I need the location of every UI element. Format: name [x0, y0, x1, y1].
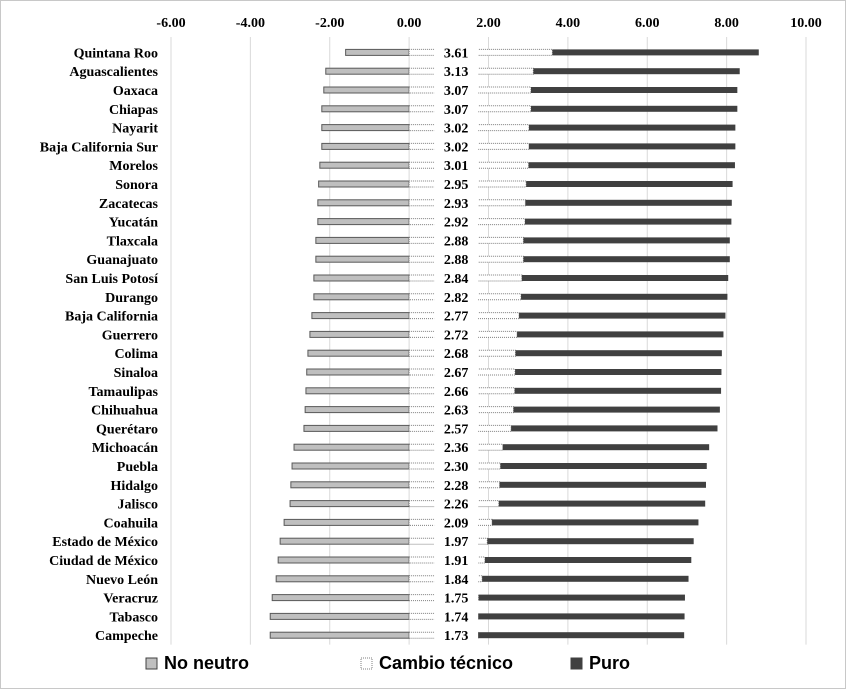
legend-swatch-no-neutro [146, 658, 157, 669]
category-label: Baja California Sur [39, 140, 158, 156]
bar-puro [479, 595, 685, 601]
bar-no-neutro [270, 632, 409, 638]
data-label: 2.63 [443, 403, 469, 419]
bar-puro [525, 200, 731, 206]
bar-no-neutro [314, 294, 409, 300]
bar-no-neutro [318, 219, 409, 225]
category-label: Aguascalientes [69, 65, 158, 81]
data-label: 2.36 [443, 441, 469, 457]
bar-puro [531, 87, 737, 93]
x-tick-label: -6.00 [156, 16, 186, 31]
bar-no-neutro [318, 200, 409, 206]
data-label: 3.02 [443, 121, 469, 137]
bar-puro [517, 331, 723, 337]
bar-no-neutro [292, 463, 409, 469]
x-tick-label: -2.00 [315, 16, 345, 31]
bar-no-neutro [276, 576, 409, 582]
bar-no-neutro [272, 595, 409, 601]
bar-puro [514, 407, 720, 413]
category-label: Hidalgo [110, 478, 158, 494]
bar-no-neutro [290, 501, 409, 507]
x-tick-label: -4.00 [235, 16, 265, 31]
bar-no-neutro [291, 482, 409, 488]
bar-no-neutro [294, 444, 409, 450]
bar-no-neutro [270, 613, 409, 619]
category-label: Tlaxcala [106, 234, 158, 250]
bar-puro [523, 256, 729, 262]
category-label: Guanajuato [86, 253, 158, 269]
category-label: San Luis Potosí [65, 272, 158, 287]
category-label: Sonora [115, 178, 158, 193]
bar-cambio-tecnico [409, 49, 552, 55]
data-label: 3.02 [443, 140, 469, 156]
data-label: 2.67 [443, 366, 469, 381]
x-tick-label: 6.00 [635, 16, 660, 31]
bar-puro [515, 350, 721, 356]
data-label: 3.07 [443, 102, 469, 118]
bar-puro [515, 369, 721, 375]
data-label: 2.57 [443, 422, 469, 438]
bar-no-neutro [278, 557, 409, 563]
bar-puro [552, 49, 758, 55]
data-label: 2.88 [443, 234, 469, 250]
bar-no-neutro [320, 162, 409, 168]
bar-puro [478, 613, 684, 619]
bar-puro [515, 388, 721, 394]
bar-no-neutro [310, 331, 409, 337]
stacked-bar-chart [1, 1, 845, 688]
bar-puro [522, 275, 728, 281]
category-label: Zacatecas [98, 196, 158, 212]
bar-no-neutro [319, 181, 409, 187]
bar-puro [500, 463, 706, 469]
bar-puro [526, 181, 732, 187]
category-label: Coahuila [103, 516, 158, 532]
bars-layer [270, 49, 759, 638]
data-label: 2.26 [443, 497, 469, 513]
bar-no-neutro [322, 143, 409, 149]
bar-puro [511, 425, 717, 431]
category-label: Puebla [116, 460, 158, 475]
bar-puro [492, 519, 698, 525]
category-label: Estado de México [52, 535, 158, 551]
data-label: 2.88 [443, 253, 469, 269]
bar-puro [529, 162, 735, 168]
bar-puro [503, 444, 709, 450]
data-label: 2.92 [443, 215, 469, 231]
bar-no-neutro [280, 538, 409, 544]
category-label: Chihuahua [91, 403, 158, 419]
bar-puro [482, 576, 688, 582]
legend-label-puro: Puro [589, 653, 631, 673]
category-label: Ciudad de México [49, 554, 158, 569]
data-label: 1.73 [443, 629, 469, 645]
x-tick-label: 8.00 [714, 16, 739, 31]
x-axis [156, 16, 821, 31]
category-label: Tabasco [109, 610, 158, 626]
bar-puro [485, 557, 691, 563]
category-label: Quintana Roo [73, 46, 158, 62]
data-labels [434, 44, 478, 644]
bar-no-neutro [308, 350, 409, 356]
bar-puro [521, 294, 727, 300]
category-label: Chiapas [108, 102, 158, 118]
bar-puro [478, 632, 684, 638]
bar-puro [519, 313, 725, 319]
bar-puro [529, 125, 735, 131]
bar-no-neutro [322, 125, 409, 131]
category-labels [40, 46, 159, 644]
category-label: Oaxaca [112, 84, 158, 99]
data-label: 2.68 [443, 347, 469, 363]
data-label: 2.72 [443, 328, 469, 344]
bar-puro [525, 219, 731, 225]
category-label: Querétaro [96, 422, 158, 438]
bar-no-neutro [306, 388, 409, 394]
legend-label-no-neutro: No neutro [164, 653, 249, 673]
data-label: 1.74 [443, 610, 469, 626]
data-label: 3.07 [443, 84, 469, 99]
bar-puro [499, 501, 705, 507]
bar-no-neutro [304, 425, 409, 431]
category-label: Durango [105, 290, 158, 306]
legend-swatch-cambio-tecnico [361, 658, 372, 669]
legend [146, 653, 630, 673]
bar-no-neutro [346, 49, 410, 55]
data-label: 2.93 [443, 196, 469, 212]
bar-no-neutro [314, 275, 409, 281]
data-label: 1.91 [443, 554, 469, 569]
category-label: Yucatán [108, 215, 158, 231]
data-label: 2.95 [443, 178, 469, 193]
x-tick-label: 2.00 [476, 16, 501, 31]
bar-no-neutro [284, 519, 409, 525]
bar-puro [487, 538, 693, 544]
category-label: Michoacán [91, 441, 158, 457]
data-label: 2.30 [443, 460, 469, 475]
bar-no-neutro [305, 407, 409, 413]
data-label: 2.82 [443, 290, 469, 306]
bar-puro [529, 143, 735, 149]
category-label: Jalisco [117, 497, 158, 513]
data-label: 2.84 [443, 272, 469, 287]
x-tick-label: 0.00 [396, 16, 422, 31]
data-label: 3.13 [443, 65, 469, 81]
bar-no-neutro [326, 68, 409, 74]
category-label: Colima [114, 347, 158, 363]
legend-label-cambio-tecnico: Cambio técnico [379, 653, 514, 673]
category-label: Nuevo León [86, 572, 158, 588]
bar-no-neutro [307, 369, 409, 375]
category-label: Guerrero [101, 328, 158, 344]
data-label: 2.66 [443, 384, 469, 400]
data-label: 3.61 [443, 46, 469, 62]
category-label: Sinaloa [113, 366, 158, 381]
data-label: 1.75 [443, 591, 469, 607]
data-label: 1.97 [443, 535, 469, 551]
bar-no-neutro [316, 256, 409, 262]
bar-puro [533, 68, 739, 74]
bar-no-neutro [322, 106, 409, 112]
bar-no-neutro [316, 237, 409, 243]
x-tick-label: 10.00 [790, 16, 822, 31]
x-tick-label: 4.00 [555, 16, 581, 31]
data-label: 2.28 [443, 478, 469, 494]
data-label: 1.84 [443, 572, 469, 588]
data-label: 2.77 [443, 309, 469, 325]
bar-no-neutro [324, 87, 409, 93]
category-label: Baja California [65, 309, 158, 325]
bar-no-neutro [312, 313, 409, 319]
category-label: Nayarit [112, 121, 158, 137]
category-label: Veracruz [103, 591, 158, 607]
bar-puro [523, 237, 729, 243]
category-label: Tamaulipas [88, 384, 158, 400]
data-label: 3.01 [443, 159, 469, 175]
bar-puro [500, 482, 706, 488]
legend-swatch-puro [571, 658, 582, 669]
category-label: Campeche [95, 629, 158, 645]
bar-puro [531, 106, 737, 112]
data-label: 2.09 [443, 516, 469, 532]
category-label: Morelos [109, 159, 158, 175]
